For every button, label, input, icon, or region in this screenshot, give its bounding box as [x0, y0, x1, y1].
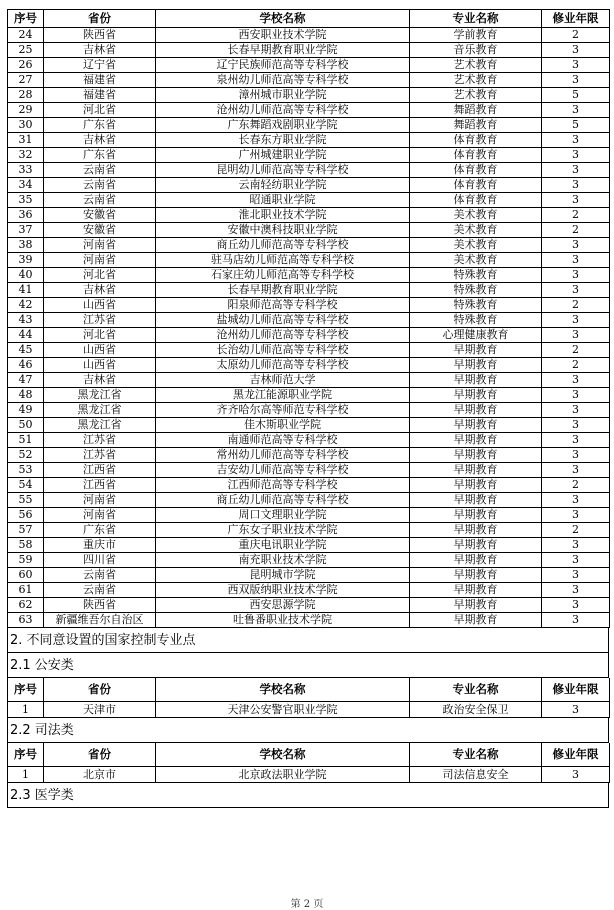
cell-no: 37	[8, 223, 44, 238]
cell-school: 阳泉师范高等专科学校	[156, 298, 410, 313]
cell-years: 2	[542, 358, 610, 373]
cell-no: 53	[8, 463, 44, 478]
table-row	[8, 598, 610, 613]
cell-years: 3	[542, 133, 610, 148]
cell-major: 早期教育	[410, 598, 542, 613]
cell-school: 长治幼儿师范高等专科学校	[156, 343, 410, 358]
cell-major: 体育教育	[410, 163, 542, 178]
table-row	[8, 313, 610, 328]
cell-major: 艺术教育	[410, 58, 542, 73]
cell-school: 淮北职业技术学院	[156, 208, 410, 223]
cell-school: 辽宁民族师范高等专科学校	[156, 58, 410, 73]
cell-no: 56	[8, 508, 44, 523]
cell-no: 47	[8, 373, 44, 388]
cell-years: 3	[542, 463, 610, 478]
table-2-1-body	[8, 702, 610, 718]
cell-no: 59	[8, 553, 44, 568]
cell-no: 44	[8, 328, 44, 343]
document-page	[7, 9, 609, 808]
cell-school: 南通师范高等专科学校	[156, 433, 410, 448]
cell-no: 25	[8, 43, 44, 58]
cell-major: 早期教育	[410, 568, 542, 583]
cell-school: 吐鲁番职业技术学院	[156, 613, 410, 628]
cell-province: 安徽省	[44, 208, 156, 223]
cell-years: 3	[542, 433, 610, 448]
cell-no: 41	[8, 283, 44, 298]
cell-province: 天津市	[44, 702, 156, 718]
cell-no: 32	[8, 148, 44, 163]
main-table	[7, 9, 610, 628]
cell-years: 3	[542, 253, 610, 268]
cell-no: 35	[8, 193, 44, 208]
cell-province: 陕西省	[44, 598, 156, 613]
cell-no: 45	[8, 343, 44, 358]
header-no: 序号	[8, 678, 44, 702]
cell-province: 江西省	[44, 463, 156, 478]
table-row	[8, 403, 610, 418]
section-2-title: 2. 不同意设置的国家控制专业点	[7, 628, 609, 653]
cell-school: 西安职业技术学院	[156, 28, 410, 43]
cell-years: 3	[542, 193, 610, 208]
table-row	[8, 418, 610, 433]
cell-years: 3	[542, 58, 610, 73]
table-row	[8, 148, 610, 163]
cell-years: 3	[542, 148, 610, 163]
cell-major: 司法信息安全	[410, 767, 542, 783]
cell-major: 美术教育	[410, 238, 542, 253]
cell-major: 学前教育	[410, 28, 542, 43]
cell-major: 早期教育	[410, 478, 542, 493]
cell-major: 美术教育	[410, 253, 542, 268]
cell-school: 石家庄幼儿师范高等专科学校	[156, 268, 410, 283]
table-row	[8, 702, 610, 718]
table-row	[8, 508, 610, 523]
cell-province: 吉林省	[44, 133, 156, 148]
cell-years: 3	[542, 418, 610, 433]
cell-province: 安徽省	[44, 223, 156, 238]
cell-major: 政治安全保卫	[410, 702, 542, 718]
header-no: 序号	[8, 743, 44, 767]
cell-school: 西安思源学院	[156, 598, 410, 613]
cell-years: 2	[542, 28, 610, 43]
header-row	[8, 743, 610, 767]
table-row	[8, 238, 610, 253]
cell-no: 36	[8, 208, 44, 223]
cell-no: 33	[8, 163, 44, 178]
cell-school: 泉州幼儿师范高等专科学校	[156, 73, 410, 88]
cell-years: 3	[542, 43, 610, 58]
cell-years: 3	[542, 268, 610, 283]
table-row	[8, 193, 610, 208]
cell-school: 齐齐哈尔高等师范专科学校	[156, 403, 410, 418]
cell-province: 江苏省	[44, 448, 156, 463]
cell-major: 舞蹈教育	[410, 118, 542, 133]
cell-years: 2	[542, 223, 610, 238]
cell-province: 北京市	[44, 767, 156, 783]
cell-province: 云南省	[44, 178, 156, 193]
cell-major: 早期教育	[410, 523, 542, 538]
cell-years: 3	[542, 598, 610, 613]
cell-years: 3	[542, 702, 610, 718]
cell-no: 1	[8, 702, 44, 718]
header-years: 修业年限	[542, 678, 610, 702]
header-province: 省份	[44, 743, 156, 767]
header-major: 专业名称	[410, 678, 542, 702]
table-row	[8, 463, 610, 478]
cell-major: 早期教育	[410, 388, 542, 403]
cell-province: 河南省	[44, 238, 156, 253]
section-2-2-title: 2.2 司法类	[7, 718, 609, 743]
cell-major: 早期教育	[410, 358, 542, 373]
cell-major: 早期教育	[410, 508, 542, 523]
cell-years: 3	[542, 538, 610, 553]
cell-province: 广东省	[44, 523, 156, 538]
cell-school: 南充职业技术学院	[156, 553, 410, 568]
table-row	[8, 298, 610, 313]
table-row	[8, 448, 610, 463]
table-row	[8, 767, 610, 783]
cell-school: 安徽中澳科技职业学院	[156, 223, 410, 238]
table-row	[8, 253, 610, 268]
cell-school: 吉林师范大学	[156, 373, 410, 388]
table-2-2	[7, 743, 610, 783]
cell-province: 辽宁省	[44, 58, 156, 73]
table-row	[8, 118, 610, 133]
cell-years: 3	[542, 163, 610, 178]
cell-school: 长春早期教育职业学院	[156, 43, 410, 58]
cell-years: 3	[542, 493, 610, 508]
cell-no: 63	[8, 613, 44, 628]
cell-province: 云南省	[44, 583, 156, 598]
cell-province: 山西省	[44, 358, 156, 373]
cell-major: 特殊教育	[410, 268, 542, 283]
cell-province: 广东省	[44, 118, 156, 133]
cell-province: 河北省	[44, 103, 156, 118]
cell-no: 51	[8, 433, 44, 448]
cell-years: 3	[542, 508, 610, 523]
cell-years: 3	[542, 448, 610, 463]
cell-years: 3	[542, 568, 610, 583]
cell-no: 50	[8, 418, 44, 433]
cell-major: 体育教育	[410, 148, 542, 163]
cell-years: 3	[542, 388, 610, 403]
cell-province: 黑龙江省	[44, 403, 156, 418]
cell-province: 四川省	[44, 553, 156, 568]
cell-major: 美术教育	[410, 208, 542, 223]
cell-school: 周口文理职业学院	[156, 508, 410, 523]
cell-school: 昭通职业学院	[156, 193, 410, 208]
header-row	[8, 10, 610, 28]
section-2-3-title: 2.3 医学类	[7, 783, 609, 808]
cell-major: 艺术教育	[410, 73, 542, 88]
cell-province: 山西省	[44, 343, 156, 358]
table-2-2-body	[8, 767, 610, 783]
cell-major: 早期教育	[410, 613, 542, 628]
table-row	[8, 568, 610, 583]
cell-province: 黑龙江省	[44, 418, 156, 433]
header-school: 学校名称	[156, 743, 410, 767]
cell-school: 商丘幼儿师范高等专科学校	[156, 238, 410, 253]
cell-years: 3	[542, 373, 610, 388]
table-row	[8, 58, 610, 73]
table-row	[8, 328, 610, 343]
cell-school: 沧州幼儿师范高等专科学校	[156, 103, 410, 118]
cell-major: 美术教育	[410, 223, 542, 238]
table-row	[8, 373, 610, 388]
cell-school: 昆明城市学院	[156, 568, 410, 583]
cell-no: 42	[8, 298, 44, 313]
cell-province: 云南省	[44, 568, 156, 583]
cell-no: 27	[8, 73, 44, 88]
table-row	[8, 43, 610, 58]
cell-years: 2	[542, 478, 610, 493]
cell-province: 河南省	[44, 493, 156, 508]
cell-years: 3	[542, 767, 610, 783]
cell-school: 重庆电讯职业学院	[156, 538, 410, 553]
table-row	[8, 613, 610, 628]
cell-no: 60	[8, 568, 44, 583]
header-no: 序号	[8, 10, 44, 28]
cell-no: 28	[8, 88, 44, 103]
cell-school: 驻马店幼儿师范高等专科学校	[156, 253, 410, 268]
cell-years: 3	[542, 553, 610, 568]
cell-school: 长春东方职业学院	[156, 133, 410, 148]
cell-province: 黑龙江省	[44, 388, 156, 403]
cell-school: 广东舞蹈戏剧职业学院	[156, 118, 410, 133]
cell-major: 体育教育	[410, 193, 542, 208]
cell-no: 1	[8, 767, 44, 783]
table-row	[8, 163, 610, 178]
cell-major: 早期教育	[410, 538, 542, 553]
cell-no: 62	[8, 598, 44, 613]
cell-no: 38	[8, 238, 44, 253]
cell-school: 商丘幼儿师范高等专科学校	[156, 493, 410, 508]
cell-major: 早期教育	[410, 433, 542, 448]
cell-school: 佳木斯职业学院	[156, 418, 410, 433]
cell-school: 常州幼儿师范高等专科学校	[156, 448, 410, 463]
cell-school: 吉安幼儿师范高等专科学校	[156, 463, 410, 478]
page-footer: 第 2 页	[290, 899, 324, 910]
cell-no: 46	[8, 358, 44, 373]
table-row	[8, 343, 610, 358]
cell-major: 特殊教育	[410, 298, 542, 313]
cell-school: 沧州幼儿师范高等专科学校	[156, 328, 410, 343]
cell-school: 西双版纳职业技术学院	[156, 583, 410, 598]
cell-province: 陕西省	[44, 28, 156, 43]
cell-no: 30	[8, 118, 44, 133]
cell-major: 早期教育	[410, 373, 542, 388]
cell-no: 57	[8, 523, 44, 538]
cell-school: 长春早期教育职业学院	[156, 283, 410, 298]
table-row	[8, 538, 610, 553]
cell-years: 2	[542, 298, 610, 313]
cell-major: 早期教育	[410, 343, 542, 358]
cell-years: 3	[542, 313, 610, 328]
table-row	[8, 523, 610, 538]
cell-province: 山西省	[44, 298, 156, 313]
cell-province: 福建省	[44, 73, 156, 88]
cell-years: 3	[542, 328, 610, 343]
cell-major: 早期教育	[410, 448, 542, 463]
table-row	[8, 73, 610, 88]
cell-no: 26	[8, 58, 44, 73]
header-years: 修业年限	[542, 10, 610, 28]
table-row	[8, 178, 610, 193]
cell-province: 吉林省	[44, 43, 156, 58]
header-school: 学校名称	[156, 678, 410, 702]
cell-major: 体育教育	[410, 133, 542, 148]
cell-province: 云南省	[44, 163, 156, 178]
cell-major: 心理健康教育	[410, 328, 542, 343]
table-row	[8, 493, 610, 508]
header-years: 修业年限	[542, 743, 610, 767]
cell-province: 江苏省	[44, 433, 156, 448]
cell-years: 3	[542, 73, 610, 88]
cell-no: 48	[8, 388, 44, 403]
cell-years: 2	[542, 343, 610, 358]
cell-no: 34	[8, 178, 44, 193]
cell-province: 河南省	[44, 253, 156, 268]
cell-school: 黑龙江能源职业学院	[156, 388, 410, 403]
cell-school: 漳州城市职业学院	[156, 88, 410, 103]
cell-province: 新疆维吾尔自治区	[44, 613, 156, 628]
cell-major: 早期教育	[410, 403, 542, 418]
cell-province: 重庆市	[44, 538, 156, 553]
table-row	[8, 223, 610, 238]
cell-years: 5	[542, 118, 610, 133]
table-row	[8, 553, 610, 568]
cell-no: 58	[8, 538, 44, 553]
table-row	[8, 388, 610, 403]
cell-province: 河北省	[44, 328, 156, 343]
header-major: 专业名称	[410, 743, 542, 767]
cell-major: 早期教育	[410, 463, 542, 478]
cell-major: 特殊教育	[410, 283, 542, 298]
cell-school: 广东女子职业技术学院	[156, 523, 410, 538]
cell-major: 艺术教育	[410, 88, 542, 103]
cell-school: 云南轻纺职业学院	[156, 178, 410, 193]
cell-school: 江西师范高等专科学校	[156, 478, 410, 493]
cell-school: 天津公安警官职业学院	[156, 702, 410, 718]
cell-major: 早期教育	[410, 553, 542, 568]
cell-no: 39	[8, 253, 44, 268]
cell-years: 3	[542, 613, 610, 628]
cell-major: 早期教育	[410, 583, 542, 598]
cell-major: 音乐教育	[410, 43, 542, 58]
cell-school: 太原幼儿师范高等专科学校	[156, 358, 410, 373]
table-row	[8, 283, 610, 298]
cell-no: 61	[8, 583, 44, 598]
header-row	[8, 678, 610, 702]
cell-province: 河北省	[44, 268, 156, 283]
cell-no: 52	[8, 448, 44, 463]
cell-no: 29	[8, 103, 44, 118]
cell-major: 舞蹈教育	[410, 103, 542, 118]
table-row	[8, 28, 610, 43]
cell-major: 体育教育	[410, 178, 542, 193]
cell-years: 3	[542, 583, 610, 598]
cell-no: 31	[8, 133, 44, 148]
table-row	[8, 208, 610, 223]
cell-no: 54	[8, 478, 44, 493]
table-row	[8, 133, 610, 148]
cell-years: 2	[542, 208, 610, 223]
table-row	[8, 88, 610, 103]
cell-major: 早期教育	[410, 418, 542, 433]
cell-province: 广东省	[44, 148, 156, 163]
table-2-1	[7, 678, 610, 718]
cell-years: 3	[542, 238, 610, 253]
cell-years: 5	[542, 88, 610, 103]
header-province: 省份	[44, 10, 156, 28]
cell-years: 2	[542, 523, 610, 538]
header-province: 省份	[44, 678, 156, 702]
cell-no: 55	[8, 493, 44, 508]
cell-major: 特殊教育	[410, 313, 542, 328]
cell-province: 吉林省	[44, 373, 156, 388]
cell-no: 49	[8, 403, 44, 418]
cell-major: 早期教育	[410, 493, 542, 508]
cell-school: 广州城建职业学院	[156, 148, 410, 163]
cell-province: 江苏省	[44, 313, 156, 328]
cell-years: 3	[542, 178, 610, 193]
cell-province: 云南省	[44, 193, 156, 208]
table-row	[8, 268, 610, 283]
table-row	[8, 478, 610, 493]
cell-no: 40	[8, 268, 44, 283]
main-table-body	[8, 28, 610, 628]
section-2-1-title: 2.1 公安类	[7, 653, 609, 678]
cell-province: 吉林省	[44, 283, 156, 298]
table-row	[8, 583, 610, 598]
header-school: 学校名称	[156, 10, 410, 28]
cell-no: 43	[8, 313, 44, 328]
table-row	[8, 433, 610, 448]
table-row	[8, 103, 610, 118]
cell-no: 24	[8, 28, 44, 43]
header-major: 专业名称	[410, 10, 542, 28]
table-row	[8, 358, 610, 373]
cell-school: 盐城幼儿师范高等专科学校	[156, 313, 410, 328]
cell-school: 北京政法职业学院	[156, 767, 410, 783]
cell-province: 江西省	[44, 478, 156, 493]
cell-province: 河南省	[44, 508, 156, 523]
cell-years: 3	[542, 403, 610, 418]
cell-school: 昆明幼儿师范高等专科学校	[156, 163, 410, 178]
cell-years: 3	[542, 103, 610, 118]
cell-years: 3	[542, 283, 610, 298]
cell-province: 福建省	[44, 88, 156, 103]
